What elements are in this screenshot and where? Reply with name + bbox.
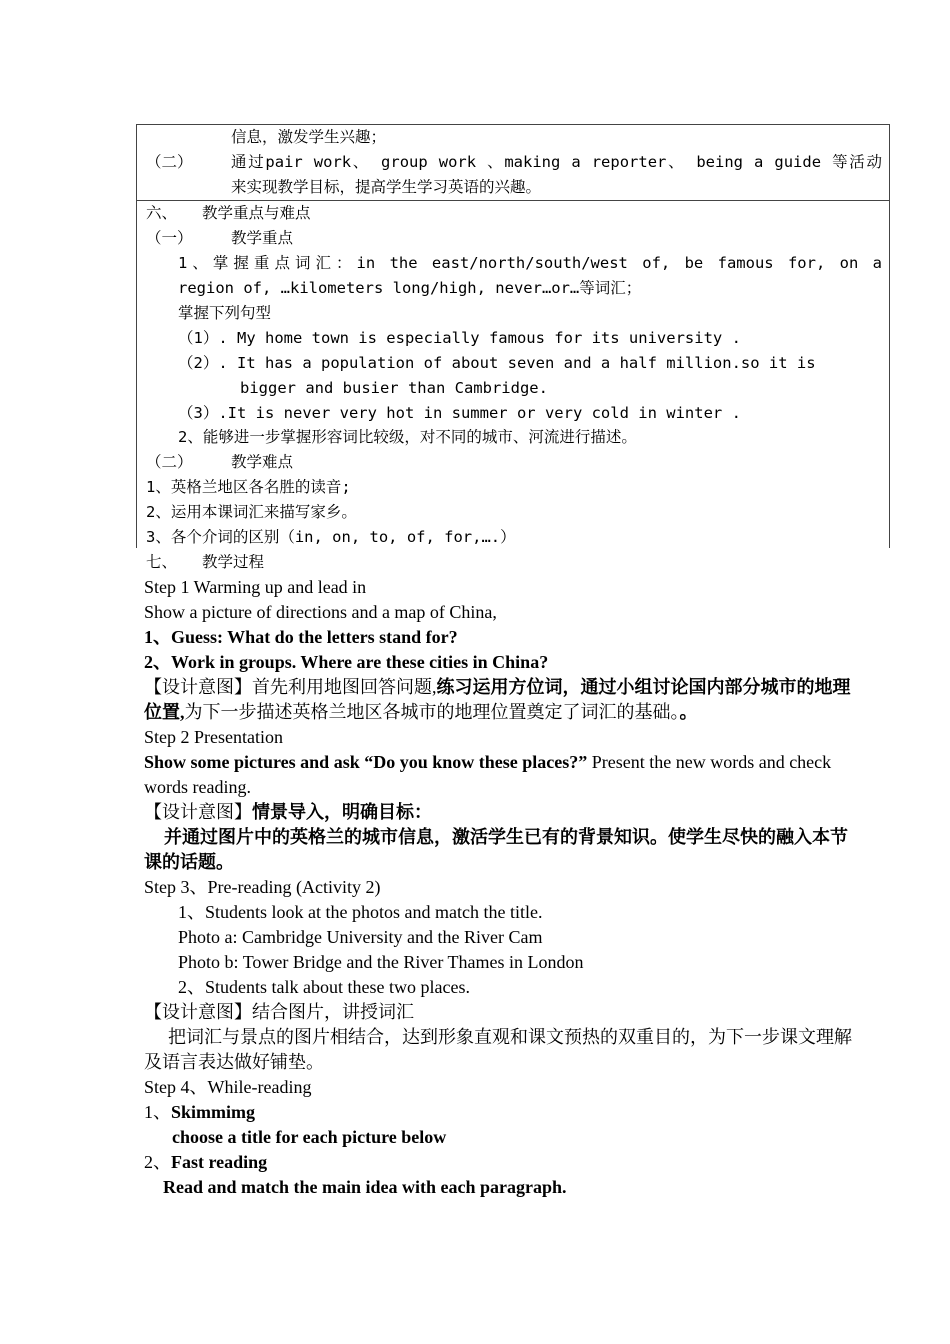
section-heading: 教学过程 [202,553,265,571]
section-number: 七、 [146,553,178,571]
key-vocabulary-line: region of, …kilometers long/high, never…or…等词汇； [178,279,642,297]
step-heading: Step 4、While-reading [144,1077,312,1097]
sentence-pattern: （2）. It has a population of about seven and a half million.so it is [178,354,816,372]
objective-text-line: 来实现教学目标，提高学生学习英语的兴趣。 [231,178,542,196]
design-intent-title: 情景导入，明确目标： [252,802,432,822]
step-subheading-title: Skimmimg [171,1102,256,1122]
step-question: 1、Guess: What do the letters stand for? [144,627,458,647]
step-subheading [144,1100,255,1125]
section-heading: 教学重点与难点 [202,204,311,222]
design-intent-text: 为下一步描述英格兰地区各城市的地理位置奠定了词汇的基础。 [184,702,680,722]
objective-number: （二） [146,153,193,171]
sentence-pattern-continued: bigger and busier than Cambridge. [240,379,548,397]
difficulty-item: 3、各个介词的区别（in, on, to, of, for,….） [146,528,516,546]
objective-text-line: 信息，激发学生兴趣； [231,128,387,146]
step-heading: Step 2 Presentation [144,727,283,747]
step-text-line [144,750,831,775]
section-number: 六、 [146,204,178,222]
step-text: Show a picture of directions and a map of China, [144,602,497,622]
photo-caption: Photo b: Tower Bridge and the River Thames in London [178,952,584,972]
design-intent-line [144,1000,414,1025]
design-intent-text: 及语言表达做好铺垫。 [144,1052,324,1072]
objective-text-line: 通过pair work、 group work 、making a reporter、 being a guide 等活动 [231,153,882,171]
step-instruction-text: Present the new words and check [587,752,832,772]
key-vocabulary-line: 1、掌握重点词汇：in the east/north/south/west of, be famous for, on a [178,254,882,272]
design-intent-emphasis: 位置, [144,702,185,722]
design-intent-title: 结合图片，讲授词汇 [252,1002,414,1022]
design-intent-text: 并通过图片中的英格兰的城市信息，激活学生已有的背景知识。使学生尽快的融入本节 [164,827,848,847]
step-item: 1、Students look at the photos and match the title. [178,902,543,922]
design-intent-emphasis: 练习运用方位词，通过小组讨论国内部分城市的地理 [436,677,851,697]
design-intent-label: 【设计意图】 [144,802,252,822]
design-intent-text: 把词汇与景点的图片相结合，达到形象直观和课文预热的双重目的，为下一步课文理解 [168,1027,852,1047]
step-subheading-number: 1、 [144,1102,171,1122]
difficulty-item: 1、英格兰地区各名胜的读音; [146,478,351,496]
step-subheading [144,1150,267,1175]
step-item: 2、Students talk about these two places. [178,977,470,997]
design-intent-period: 。 [679,702,698,722]
sentence-patterns-heading: 掌握下列句型 [178,304,272,322]
design-intent-line [144,700,698,725]
design-intent-line [144,675,851,700]
step-task: Read and match the main idea with each paragraph. [163,1177,567,1197]
subsection-number: （一） [146,229,193,247]
step-heading: Step 1 Warming up and lead in [144,577,367,597]
subsection-heading: 教学重点 [231,229,294,247]
step-text: words reading. [144,777,251,797]
photo-caption: Photo a: Cambridge University and the River Cam [178,927,543,947]
subsection-number: （二） [146,453,193,471]
key-point-item: 2、能够进一步掌握形容词比较级，对不同的城市、河流进行描述。 [178,428,637,446]
design-intent-label: 【设计意图】 [144,677,252,697]
sentence-pattern: （1）. My home town is especially famous for its university . [178,329,741,347]
step-heading: Step 3、Pre-reading (Activity 2) [144,877,381,897]
difficulty-item: 2、运用本课词汇来描写家乡。 [146,503,357,521]
step-task: choose a title for each picture below [172,1127,447,1147]
step-subheading-title: Fast reading [171,1152,268,1172]
design-intent-text: 课的话题。 [144,852,234,872]
step-subheading-number: 2、 [144,1152,171,1172]
design-intent-line [144,800,432,825]
design-intent-label: 【设计意图】 [144,1002,252,1022]
step-question: 2、Work in groups. Where are these cities in China? [144,652,549,672]
step-instruction-bold: Show some pictures and ask “Do you know these places?” [144,752,588,772]
sentence-pattern: （3）.It is never very hot in summer or very cold in winter . [178,404,741,422]
subsection-heading: 教学难点 [231,453,294,471]
design-intent-text: 首先利用地图回答问题, [252,677,437,697]
